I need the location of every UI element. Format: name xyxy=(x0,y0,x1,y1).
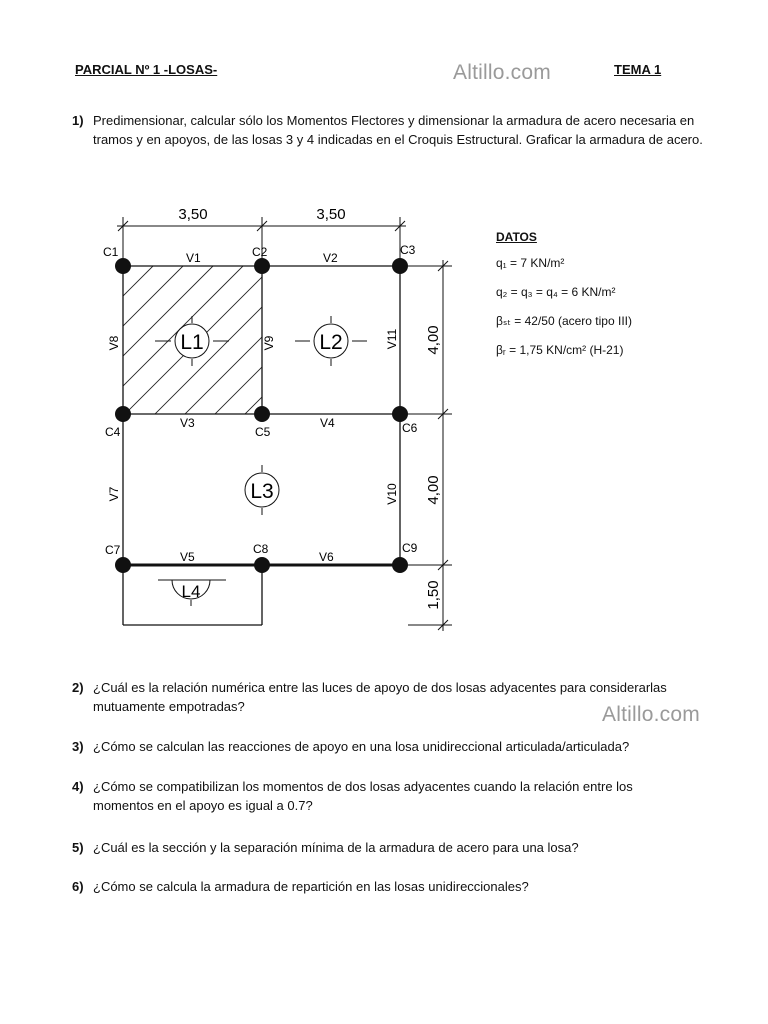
question-text: ¿Cómo se calcula la armadura de repartición en las losas unidireccionales? xyxy=(93,879,529,894)
question-number: 6) xyxy=(72,879,84,894)
question-number: 4) xyxy=(72,779,84,794)
beam-label: V2 xyxy=(323,251,338,265)
tema-label: TEMA 1 xyxy=(614,62,662,77)
column-label: C1 xyxy=(103,245,119,259)
question-text: ¿Cuál es la relación numérica entre las luces de apoyo de dos losas adyacentes para considerarlas mutuamente empotradas? xyxy=(93,680,667,714)
column-label: C5 xyxy=(255,425,271,439)
dim-top-right: 3,50 xyxy=(316,206,346,223)
column-label: C7 xyxy=(105,543,121,557)
question-text: ¿Cuál es la sección y la separación mínima de la armadura de acero para una losa? xyxy=(93,840,579,855)
question-6 xyxy=(72,877,712,896)
question-text: ¿Cómo se calculan las reacciones de apoyo en una losa unidireccional articulada/articulada? xyxy=(93,739,630,754)
beam-label: V4 xyxy=(320,416,335,430)
datos-q1: q₁ = 7 KN/m² xyxy=(496,256,565,270)
beam-label: V9 xyxy=(262,335,276,351)
question-text: Predimensionar, calcular sólo los Momentos Flectores y dimensionar la armadura de acero necesaria en tramos y en apoyos, de las losas 3 y 4 indicadas en el Croquis Estructural. Graficar la armadura de acero. xyxy=(93,113,703,147)
question-text: ¿Cómo se compatibilizan los momentos de dos losas adyacentes cuando la relación entre los momentos en el apoyo es igual a 0.7? xyxy=(93,779,633,813)
watermark-top: Altillo.com xyxy=(453,61,551,84)
datos-block xyxy=(496,230,632,372)
column-label: C9 xyxy=(402,541,418,555)
column-label: C8 xyxy=(253,542,269,556)
beam-label: V1 xyxy=(186,251,201,265)
dim-right-bottom: 1,50 xyxy=(425,580,442,610)
beam-label: V8 xyxy=(107,335,121,351)
question-number: 3) xyxy=(72,739,84,754)
datos-title: DATOS xyxy=(496,230,537,244)
question-3 xyxy=(72,737,712,756)
slab-label: L4 xyxy=(181,582,201,601)
dim-right-lower: 4,00 xyxy=(425,475,442,505)
beam-label: V3 xyxy=(180,416,195,430)
question-2 xyxy=(72,678,712,716)
right-dimension xyxy=(408,260,452,631)
question-number: 1) xyxy=(72,113,84,128)
beam-label: V10 xyxy=(385,483,399,505)
dim-right-upper: 4,00 xyxy=(425,325,442,355)
question-5 xyxy=(72,838,712,857)
beam-label: V11 xyxy=(385,328,399,350)
slab-label: L1 xyxy=(180,331,204,354)
beam-label: V7 xyxy=(107,486,121,502)
watermark-middle: Altillo.com xyxy=(602,703,700,726)
question-4 xyxy=(72,777,712,815)
dim-top-left: 3,50 xyxy=(178,206,208,223)
question-number: 2) xyxy=(72,680,84,695)
exam-title: PARCIAL Nº 1 -LOSAS- xyxy=(75,62,218,77)
beam-label: V5 xyxy=(180,550,195,564)
datos-br: βᵣ = 1,75 KN/cm² (H-21) xyxy=(496,343,624,357)
datos-q234: q₂ = q₃ = q₄ = 6 KN/m² xyxy=(496,285,616,299)
column-label: C3 xyxy=(400,243,416,257)
slab-label: L3 xyxy=(250,480,274,503)
column-label: C4 xyxy=(105,425,121,439)
column-label: C2 xyxy=(252,245,268,259)
column-label: C6 xyxy=(402,421,418,435)
slab-label: L2 xyxy=(319,331,343,354)
beam-label: V6 xyxy=(319,550,334,564)
datos-bst: βₛₜ = 42/50 (acero tipo III) xyxy=(496,314,632,328)
question-number: 5) xyxy=(72,840,84,855)
